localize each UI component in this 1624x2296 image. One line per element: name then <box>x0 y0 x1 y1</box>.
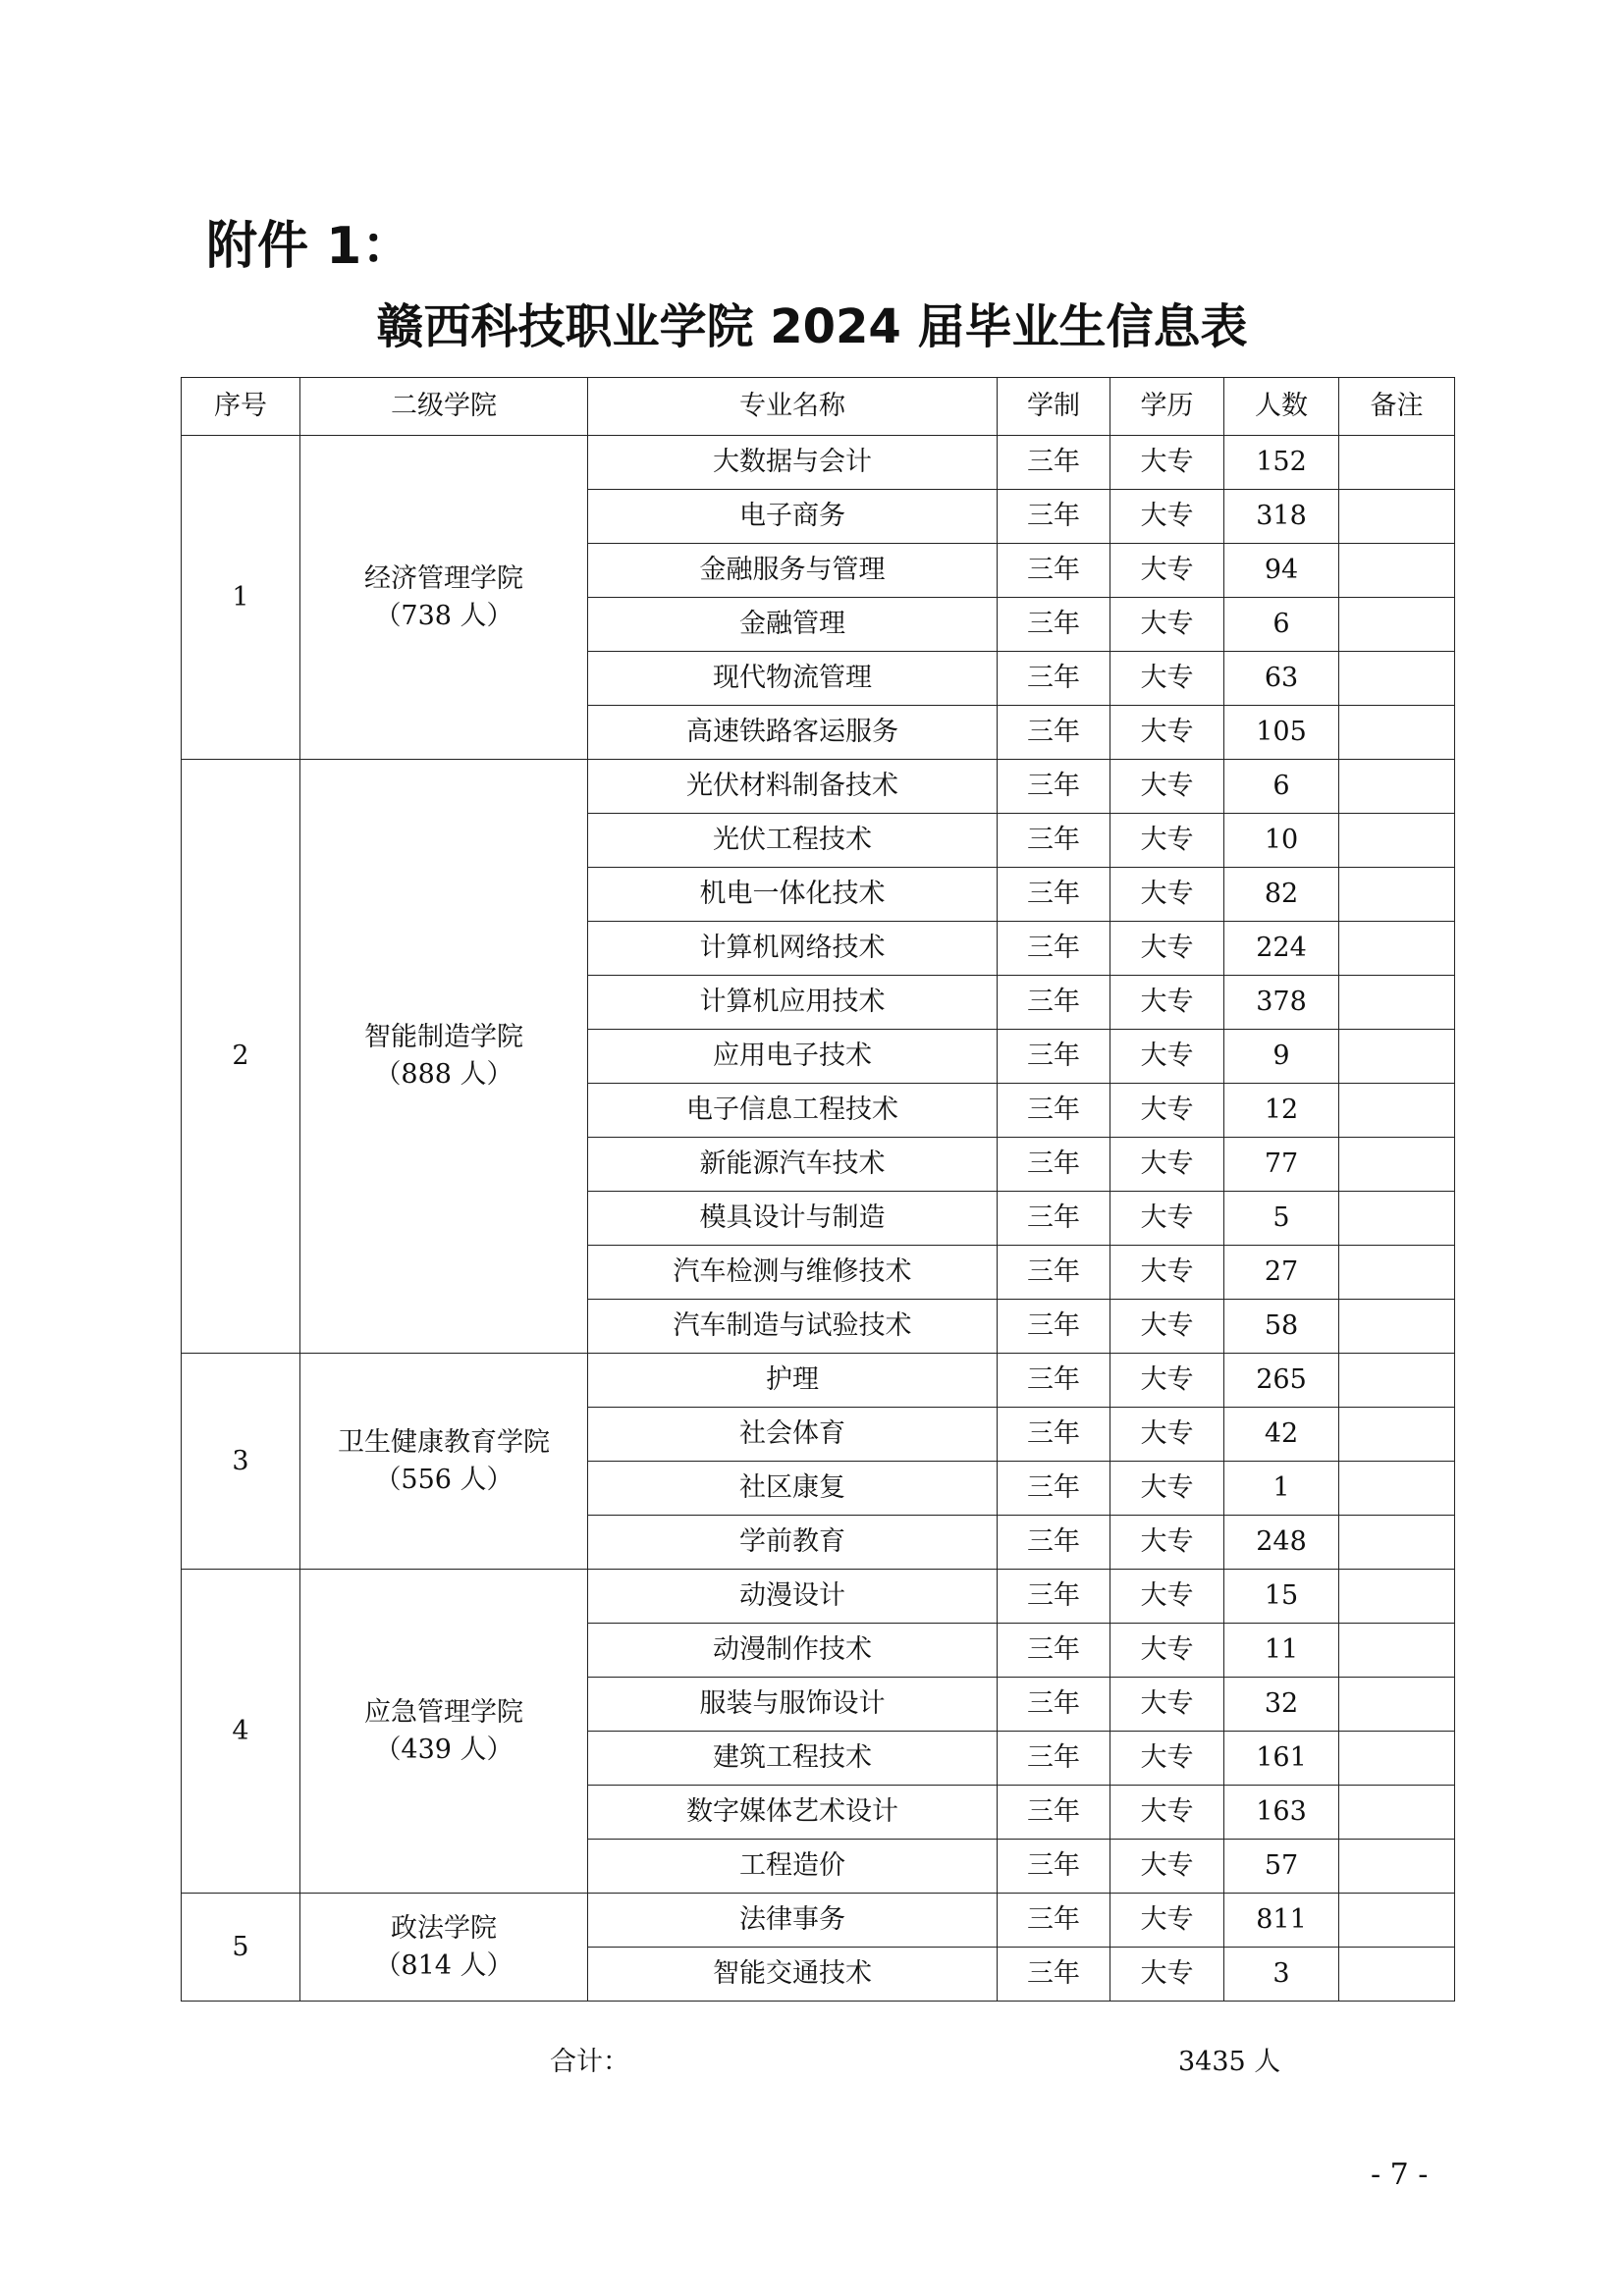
note-cell <box>1339 1948 1455 2002</box>
level-cell: 大专 <box>1110 1354 1224 1408</box>
graduate-table <box>181 377 1455 2002</box>
level-cell: 大专 <box>1110 1246 1224 1300</box>
college-cell <box>300 1894 588 2002</box>
count-cell: 15 <box>1224 1570 1339 1624</box>
note-cell <box>1339 598 1455 652</box>
major-cell: 法律事务 <box>588 1894 998 1948</box>
total-label: 合计： <box>550 2047 629 2077</box>
level-cell: 大专 <box>1110 1624 1224 1678</box>
count-cell: 58 <box>1224 1300 1339 1354</box>
header-count: 人数 <box>1224 378 1339 436</box>
level-cell: 大专 <box>1110 652 1224 706</box>
length-cell: 三年 <box>998 1408 1110 1462</box>
level-cell: 大专 <box>1110 1516 1224 1570</box>
count-cell: 32 <box>1224 1678 1339 1732</box>
note-cell <box>1339 1354 1455 1408</box>
count-cell: 63 <box>1224 652 1339 706</box>
major-cell: 模具设计与制造 <box>588 1192 998 1246</box>
count-cell: 265 <box>1224 1354 1339 1408</box>
college-count: （814 人） <box>374 1949 514 1981</box>
length-cell: 三年 <box>998 1354 1110 1408</box>
length-cell: 三年 <box>998 652 1110 706</box>
length-cell: 三年 <box>998 868 1110 922</box>
total-value: 3435 人 <box>1178 2047 1281 2077</box>
major-cell: 计算机网络技术 <box>588 922 998 976</box>
count-cell: 378 <box>1224 976 1339 1030</box>
college-count: （738 人） <box>374 600 514 631</box>
major-cell: 高速铁路客运服务 <box>588 706 998 760</box>
table-body <box>182 436 1455 2002</box>
count-cell: 811 <box>1224 1894 1339 1948</box>
college-index-cell: 1 <box>182 436 300 760</box>
note-cell <box>1339 1030 1455 1084</box>
major-cell: 社会体育 <box>588 1408 998 1462</box>
length-cell: 三年 <box>998 1840 1110 1894</box>
count-cell: 318 <box>1224 490 1339 544</box>
note-cell <box>1339 1732 1455 1786</box>
length-cell: 三年 <box>998 544 1110 598</box>
note-cell <box>1339 1300 1455 1354</box>
count-cell: 6 <box>1224 598 1339 652</box>
major-cell: 电子信息工程技术 <box>588 1084 998 1138</box>
count-cell: 248 <box>1224 1516 1339 1570</box>
major-cell: 建筑工程技术 <box>588 1732 998 1786</box>
length-cell: 三年 <box>998 598 1110 652</box>
count-cell: 9 <box>1224 1030 1339 1084</box>
level-cell: 大专 <box>1110 1084 1224 1138</box>
note-cell <box>1339 1192 1455 1246</box>
header-level: 学历 <box>1110 378 1224 436</box>
count-cell: 1 <box>1224 1462 1339 1516</box>
length-cell: 三年 <box>998 1948 1110 2002</box>
page-number: - 7 - <box>1371 2158 1429 2192</box>
major-cell: 动漫设计 <box>588 1570 998 1624</box>
count-cell: 11 <box>1224 1624 1339 1678</box>
level-cell: 大专 <box>1110 1894 1224 1948</box>
college-name: 经济管理学院 <box>364 562 523 594</box>
table-row <box>182 760 1455 814</box>
major-cell: 金融服务与管理 <box>588 544 998 598</box>
note-cell <box>1339 1678 1455 1732</box>
length-cell: 三年 <box>998 1786 1110 1840</box>
length-cell: 三年 <box>998 1624 1110 1678</box>
count-cell: 161 <box>1224 1732 1339 1786</box>
length-cell: 三年 <box>998 1678 1110 1732</box>
header-note: 备注 <box>1339 378 1455 436</box>
major-cell: 学前教育 <box>588 1516 998 1570</box>
level-cell: 大专 <box>1110 922 1224 976</box>
college-index-cell: 5 <box>182 1894 300 2002</box>
length-cell: 三年 <box>998 1246 1110 1300</box>
count-cell: 10 <box>1224 814 1339 868</box>
note-cell <box>1339 706 1455 760</box>
major-cell: 光伏工程技术 <box>588 814 998 868</box>
header-length: 学制 <box>998 378 1110 436</box>
count-cell: 12 <box>1224 1084 1339 1138</box>
note-cell <box>1339 814 1455 868</box>
count-cell: 57 <box>1224 1840 1339 1894</box>
length-cell: 三年 <box>998 1462 1110 1516</box>
count-cell: 94 <box>1224 544 1339 598</box>
note-cell <box>1339 490 1455 544</box>
count-cell: 42 <box>1224 1408 1339 1462</box>
level-cell: 大专 <box>1110 760 1224 814</box>
note-cell <box>1339 976 1455 1030</box>
length-cell: 三年 <box>998 1030 1110 1084</box>
college-cell <box>300 1354 588 1570</box>
level-cell: 大专 <box>1110 1948 1224 2002</box>
level-cell: 大专 <box>1110 1462 1224 1516</box>
major-cell: 大数据与会计 <box>588 436 998 490</box>
major-cell: 数字媒体艺术设计 <box>588 1786 998 1840</box>
length-cell: 三年 <box>998 1138 1110 1192</box>
length-cell: 三年 <box>998 1516 1110 1570</box>
document-title: 赣西科技职业学院 2024 届毕业生信息表 <box>376 299 1248 354</box>
note-cell <box>1339 652 1455 706</box>
note-cell <box>1339 436 1455 490</box>
major-cell: 应用电子技术 <box>588 1030 998 1084</box>
level-cell: 大专 <box>1110 1786 1224 1840</box>
major-cell: 计算机应用技术 <box>588 976 998 1030</box>
note-cell <box>1339 1084 1455 1138</box>
college-count: （888 人） <box>374 1059 514 1090</box>
count-cell: 163 <box>1224 1786 1339 1840</box>
length-cell: 三年 <box>998 976 1110 1030</box>
table-row <box>182 1570 1455 1624</box>
note-cell <box>1339 1246 1455 1300</box>
note-cell <box>1339 1570 1455 1624</box>
college-name: 智能制造学院 <box>364 1022 523 1052</box>
level-cell: 大专 <box>1110 1678 1224 1732</box>
level-cell: 大专 <box>1110 1840 1224 1894</box>
count-cell: 5 <box>1224 1192 1339 1246</box>
major-cell: 光伏材料制备技术 <box>588 760 998 814</box>
count-cell: 3 <box>1224 1948 1339 2002</box>
major-cell: 金融管理 <box>588 598 998 652</box>
major-cell: 电子商务 <box>588 490 998 544</box>
level-cell: 大专 <box>1110 706 1224 760</box>
length-cell: 三年 <box>998 1894 1110 1948</box>
major-cell: 汽车制造与试验技术 <box>588 1300 998 1354</box>
table-row <box>182 436 1455 490</box>
note-cell <box>1339 1408 1455 1462</box>
length-cell: 三年 <box>998 490 1110 544</box>
note-cell <box>1339 1138 1455 1192</box>
level-cell: 大专 <box>1110 814 1224 868</box>
college-cell <box>300 436 588 760</box>
level-cell: 大专 <box>1110 1030 1224 1084</box>
college-count: （439 人） <box>374 1734 514 1765</box>
note-cell <box>1339 922 1455 976</box>
level-cell: 大专 <box>1110 436 1224 490</box>
header-row <box>182 378 1455 436</box>
length-cell: 三年 <box>998 1570 1110 1624</box>
note-cell <box>1339 544 1455 598</box>
major-cell: 智能交通技术 <box>588 1948 998 2002</box>
count-cell: 77 <box>1224 1138 1339 1192</box>
length-cell: 三年 <box>998 814 1110 868</box>
level-cell: 大专 <box>1110 976 1224 1030</box>
count-cell: 224 <box>1224 922 1339 976</box>
note-cell <box>1339 1624 1455 1678</box>
table-row <box>182 1894 1455 1948</box>
note-cell <box>1339 1516 1455 1570</box>
note-cell <box>1339 1894 1455 1948</box>
level-cell: 大专 <box>1110 1570 1224 1624</box>
college-index-cell: 4 <box>182 1570 300 1894</box>
college-cell <box>300 760 588 1354</box>
major-cell: 现代物流管理 <box>588 652 998 706</box>
note-cell <box>1339 1462 1455 1516</box>
level-cell: 大专 <box>1110 1138 1224 1192</box>
note-cell <box>1339 760 1455 814</box>
college-index-cell: 3 <box>182 1354 300 1570</box>
level-cell: 大专 <box>1110 490 1224 544</box>
length-cell: 三年 <box>998 1192 1110 1246</box>
college-name: 卫生健康教育学院 <box>338 1426 550 1458</box>
major-cell: 新能源汽车技术 <box>588 1138 998 1192</box>
major-cell: 汽车检测与维修技术 <box>588 1246 998 1300</box>
level-cell: 大专 <box>1110 1408 1224 1462</box>
length-cell: 三年 <box>998 1300 1110 1354</box>
attachment-label: 附件 1： <box>206 217 413 276</box>
level-cell: 大专 <box>1110 544 1224 598</box>
major-cell: 工程造价 <box>588 1840 998 1894</box>
note-cell <box>1339 1786 1455 1840</box>
table-row <box>182 1354 1455 1408</box>
length-cell: 三年 <box>998 1084 1110 1138</box>
length-cell: 三年 <box>998 760 1110 814</box>
note-cell <box>1339 1840 1455 1894</box>
count-cell: 105 <box>1224 706 1339 760</box>
major-cell: 机电一体化技术 <box>588 868 998 922</box>
count-cell: 27 <box>1224 1246 1339 1300</box>
major-cell: 护理 <box>588 1354 998 1408</box>
college-count: （556 人） <box>374 1464 514 1495</box>
count-cell: 152 <box>1224 436 1339 490</box>
college-index-cell: 2 <box>182 760 300 1354</box>
level-cell: 大专 <box>1110 598 1224 652</box>
header-college: 二级学院 <box>300 378 588 436</box>
length-cell: 三年 <box>998 706 1110 760</box>
length-cell: 三年 <box>998 1732 1110 1786</box>
major-cell: 社区康复 <box>588 1462 998 1516</box>
major-cell: 服装与服饰设计 <box>588 1678 998 1732</box>
college-cell <box>300 1570 588 1894</box>
count-cell: 6 <box>1224 760 1339 814</box>
level-cell: 大专 <box>1110 1300 1224 1354</box>
length-cell: 三年 <box>998 436 1110 490</box>
level-cell: 大专 <box>1110 1732 1224 1786</box>
header-index: 序号 <box>182 378 300 436</box>
note-cell <box>1339 868 1455 922</box>
length-cell: 三年 <box>998 922 1110 976</box>
college-name: 应急管理学院 <box>364 1696 523 1728</box>
level-cell: 大专 <box>1110 868 1224 922</box>
college-name: 政法学院 <box>391 1912 497 1944</box>
count-cell: 82 <box>1224 868 1339 922</box>
major-cell: 动漫制作技术 <box>588 1624 998 1678</box>
header-major: 专业名称 <box>588 378 998 436</box>
level-cell: 大专 <box>1110 1192 1224 1246</box>
